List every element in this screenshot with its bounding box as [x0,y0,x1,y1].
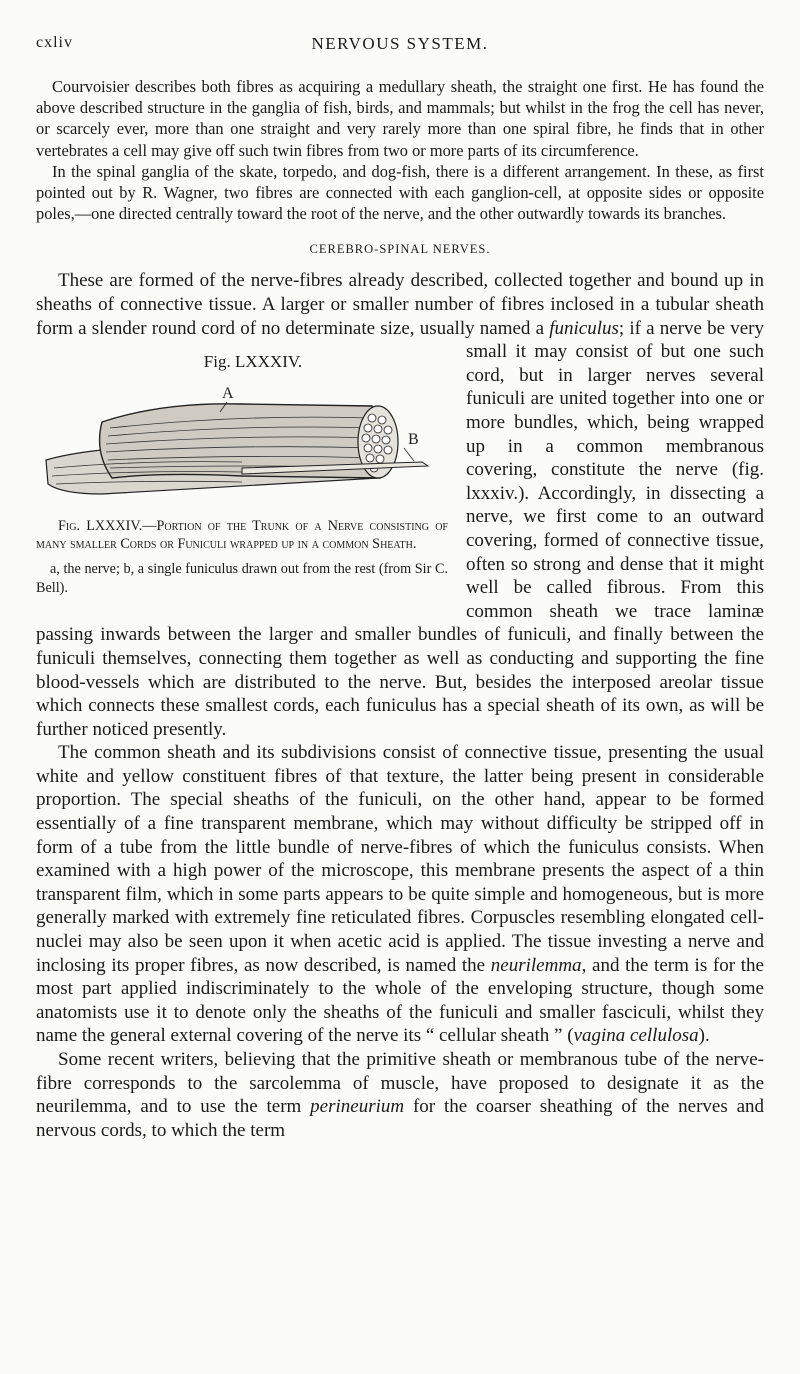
page [36,34,764,1142]
term-funiculus: funiculus [549,317,619,339]
figure-title: Fig. LXXXIV. [203,352,303,372]
term-perineurium: perineurium [310,1096,405,1118]
paragraph-3-tail: for the coarser sheathing of the nerves and nervous cords, to which the term [36,1096,765,1141]
caption-heading: Fig. LXXXIV.—Portion of the Trunk of a Nerve consisting of many smaller Cords or Funiculi wrapped up in a common Sheath. [36,517,448,553]
paragraph-3-lead: Some recent writers, believing that the primitive sheath or membranous tube of the nerve-fibre corresponds to the sarcolemma of muscle, have proposed to designate it as the neurilemma, and to use the term [36,1049,764,1118]
figure-caption [36,517,448,597]
caption-text: a, the nerve; b, a single funiculus drawn out from the rest (from Sir C. Bell). [36,560,448,596]
label-a: A [222,384,234,402]
paragraph-2-lead: The common sheath and its subdivisions consist of connective tissue, presenting the usual white and yellow constituent fibres of that texture, the latter being present in considerable proportion. The special sheaths of the funiculi, on the other hand, appear to be formed essentially of a fine transparent membrane, which may without difficulty be stripped off in form of a tube from the little bundle of nerve-fibres of which the funiculus consists. When examined with a high power of the microscope, this membrane presents the aspect of a thin transparent film, which in some parts appears to be quite simple and homogeneous, but is more generally marked with extremely fine reticulated fibres. Corpuscles resembling elongated cell-nuclei may also be seen upon it when acetic acid is applied. The tissue investing a nerve and inclosing its proper fibres, as now described, is named the [36,742,764,976]
term-vagina-cellulosa: vagina cellulosa [573,1025,699,1047]
label-b: B [408,430,419,448]
running-title: NERVOUS SYSTEM. [311,34,489,53]
running-header [36,34,764,56]
section-heading: CEREBRO-SPINAL NERVES. [309,242,491,257]
intro-paragraph-2: In the spinal ganglia of the skate, torpedo, and dog-fish, there is a different arrangement. In these, as first pointed out by R. Wagner, two fibres are connected with each ganglion-cell, at opposite sides or opposite poles,—one directed centrally toward the root of the nerve, and the other outwardly towards its branches. [36,161,764,224]
paragraph-2-end: ). [698,1025,710,1047]
paragraph-2-mid: , and the term is for the most part applied indiscriminately to the whole of the enveloping structure, though some anatomists use it to denote only the sheaths of the funiculi and smaller fasciculi, whilst they name the general external covering of the nerve its “ cellular sheath ” ( [36,954,764,1047]
page-number: cxliv [36,34,73,51]
paragraph-2 [36,741,764,1048]
paragraph-3 [36,1048,764,1142]
nerve-trunk-illustration [42,382,442,507]
intro-paragraph-1: Courvoisier describes both fibres as acquiring a medullary sheath, the straight one first. He has found the above described structure in the ganglia of fish, birds, and mammals; but whilst in the frog the cell has never, or scarcely ever, more than one straight and very rarely more than one spiral fibre, he finds that in other vertebrates a cell may give off such twin fibres from two or more parts of its circumference. [36,77,764,160]
paragraph-1-lead: These are formed of the nerve-fibres already described, collected together and bound up in sheaths of connective tissue. A larger or smaller number of fibres inclosed in a tubular sheath form a slender round cord of no determinate size, usually named a [36,270,764,339]
figure-lxxxiv [36,344,448,597]
paragraph-1-tail: ; if a nerve be very small it may Fig. LXXXIV. A B Fig. LXXXIV.—Portion of the Trunk of a Nerve consisting of many smaller Cords or Funiculi wrapped up in a common Sheath. a, the nerve; b, a single funiculus drawn out from the rest (from Sir C. Bell). consist of but one such cord, but in larger nerves several funiculi are united together into one or more bundles, which, being wrapped up in a common membranous covering, constitute the nerve (fig. lxxxiv.). Accordingly, in dissecting a nerve, we first come to an outward covering, formed of connective tissue, often so strong and dense that it might well be called fibrous. From this common sheath we trace laminæ passing inwards between the larger and smaller bundles of funiculi, and finally between the funiculi themselves, connecting them together as well as conducting and supporting the fine blood-vessels which are distributed to the nerve. But, besides the interposed areolar tissue which connects these smallest cords, each funiculus has a special sheath of its own, as will be further noticed presently. [36,317,764,740]
paragraph-1 [36,269,764,741]
term-neurilemma: neurilemma [490,954,582,976]
